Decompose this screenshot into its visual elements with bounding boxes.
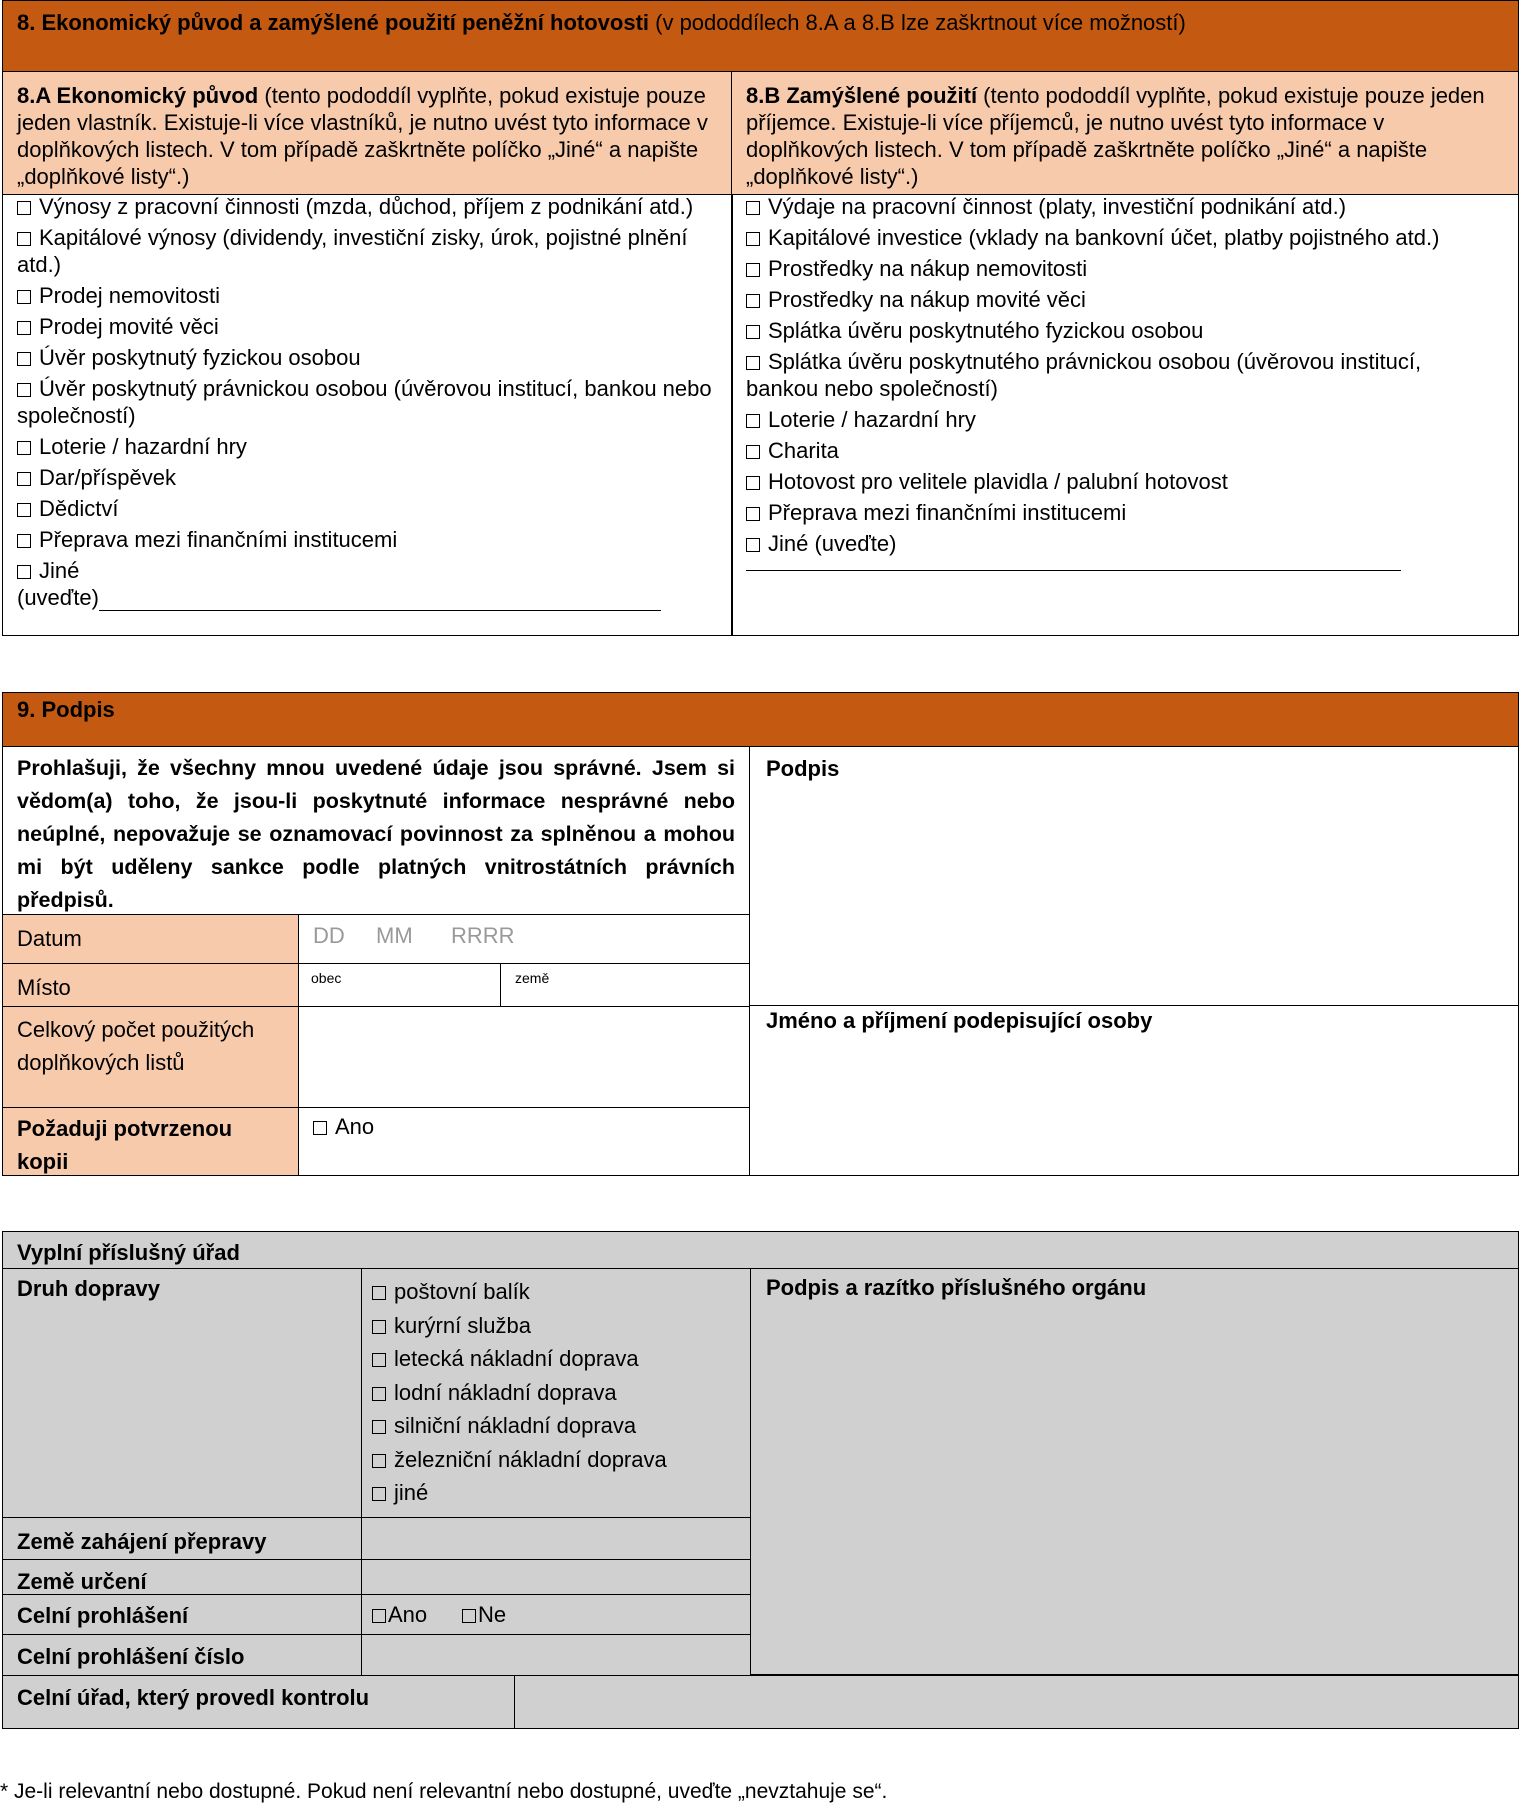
transport-label-cell (2, 1268, 362, 1518)
section8b-list (746, 193, 1476, 561)
customs-yes-option (372, 1601, 427, 1628)
date-dd-placeholder: DD (313, 923, 345, 948)
section8b-title-bold: 8.B Zamýšlené použití (746, 83, 978, 108)
list-item (372, 1476, 667, 1510)
customs-number-label-cell (2, 1634, 362, 1676)
section8a-title-note: (tento pododdíl vyplňte, pokud existuje pouze jeden vlastník. Existuje-li více vlastníků, je nutno uvést tyto informace v doplňkových listech. V tom případě zaškrtněte políčko „Jiné“ a napište „doplňkové listy“.) (17, 83, 708, 189)
list-item (746, 193, 1476, 220)
customs-decl-label: Celní prohlášení (17, 1603, 189, 1628)
place-country-field[interactable] (500, 963, 750, 1007)
list-item-label: poštovní balík (394, 1279, 530, 1304)
list-item (746, 530, 1476, 557)
checkbox-lottery[interactable] (17, 441, 31, 455)
sheets-label-cell (2, 1006, 299, 1108)
checkbox-sale-property[interactable] (17, 290, 31, 304)
checkbox-transfer-institutions-use[interactable] (746, 507, 760, 521)
list-item-label: Prostředky na nákup nemovitosti (768, 256, 1088, 281)
list-item (17, 495, 717, 522)
transport-label: Druh dopravy (17, 1276, 161, 1301)
date-label: Datum (17, 926, 82, 951)
section9-header (2, 692, 1519, 747)
checkbox-capital-income[interactable] (17, 232, 31, 246)
transport-options-cell (361, 1268, 751, 1518)
customs-office-label: Celní úřad, který provedl kontrolu (17, 1685, 370, 1710)
customs-office-field[interactable] (514, 1675, 1519, 1729)
checkbox-postal-parcel[interactable] (372, 1286, 386, 1300)
date-mm-placeholder: MM (376, 923, 413, 948)
list-item-label: Úvěr poskytnutý fyzickou osobou (39, 345, 361, 370)
start-country-label-cell (2, 1517, 362, 1560)
list-item-label: Prostředky na nákup movité věci (768, 287, 1086, 312)
list-item-label: Přeprava mezi finančními institucemi (39, 527, 398, 552)
list-item-label: lodní nákladní doprava (394, 1379, 617, 1405)
checkbox-charity[interactable] (746, 445, 760, 459)
list-item (746, 255, 1476, 282)
checkbox-lottery-use[interactable] (746, 414, 760, 428)
section8b-title-note: (tento pododdíl vyplňte, pokud existuje pouze jeden příjemce. Existuje-li více příjemců, je nutno uvést tyto informace v doplňkových listech. V tom případě zaškrtněte políčko „Jiné“ a napište „doplňkové listy“.) (746, 83, 1485, 189)
list-item-label: Dědictví (39, 496, 119, 521)
checkbox-copy-yes[interactable] (313, 1121, 327, 1135)
checkbox-sale-movable[interactable] (17, 321, 31, 335)
section8-title-bold: 8. Ekonomický původ a zamýšlené použití peněžní hotovosti (17, 10, 650, 35)
list-item (746, 348, 1476, 402)
list-item-label: Prodej movité věci (39, 314, 219, 339)
section8b-title (746, 82, 1506, 190)
checkbox-captain-cash[interactable] (746, 476, 760, 490)
authority-title-cell (2, 1231, 1519, 1269)
checkbox-repay-natural-person[interactable] (746, 325, 760, 339)
place-label-cell (2, 963, 299, 1007)
place-city-field[interactable] (298, 963, 501, 1007)
customs-yes-label: Ano (388, 1602, 428, 1627)
list-item (17, 433, 717, 460)
checkbox-courier[interactable] (372, 1320, 386, 1334)
signature-box[interactable] (749, 746, 1519, 1006)
start-country-field[interactable] (361, 1517, 751, 1560)
dest-country-label: Země určení (17, 1569, 147, 1594)
list-item (746, 286, 1476, 313)
list-item-label: Loterie / hazardní hry (768, 407, 976, 432)
checkbox-buy-movable[interactable] (746, 294, 760, 308)
section8-title-note: (v pododdílech 8.A a 8.B lze zaškrtnout více možností) (649, 10, 1186, 35)
signatory-name-label: Jméno a příjmení podepisující osoby (766, 1008, 1153, 1033)
date-label-cell (2, 914, 299, 964)
list-item (746, 224, 1476, 251)
checkbox-gift[interactable] (17, 472, 31, 486)
footnote: * Je-li relevantní nebo dostupné. Pokud není relevantní nebo dostupné, uveďte „nevztahuje se“. (0, 1780, 888, 1803)
stamp-label: Podpis a razítko příslušného orgánu (766, 1275, 1147, 1300)
dest-country-label-cell (2, 1559, 362, 1595)
list-item-label: Úvěr poskytnutý právnickou osobou (úvěrovou institucí, bankou nebo společností) (17, 376, 712, 428)
list-item (17, 193, 717, 220)
list-item-label: jiné (394, 1480, 429, 1505)
place-city-label: obec (311, 970, 342, 986)
section9-title: 9. Podpis (17, 697, 115, 722)
list-item-label: Prodej nemovitosti (39, 283, 220, 308)
start-country-label: Země zahájení přepravy (17, 1529, 267, 1554)
section8a-list (17, 193, 717, 611)
list-item (746, 406, 1476, 433)
list-item-label: Splátka úvěru poskytnutého fyzickou osobou (768, 318, 1204, 343)
authority-title: Vyplní příslušný úřad (17, 1240, 240, 1265)
transport-options-list (372, 1275, 667, 1510)
list-item (746, 499, 1476, 526)
other-specify-field[interactable] (99, 590, 661, 611)
signature-label: Podpis (766, 756, 840, 781)
checkbox-work-expenses[interactable] (746, 201, 760, 215)
declaration-text: Prohlašuji, že všechny mnou uvedené údaje jsou správné. Jsem si vědom(a) toho, že jsou-li poskytnuté informace nesprávné nebo neúplné, nepovažuje se oznamovací povinnost za splněnou a mohou mi být uděleny sankce podle platných vnitrostátních právních předpisů. (17, 756, 735, 912)
checkbox-loan-legal-person[interactable] (17, 383, 31, 397)
list-item-label: železniční nákladní doprava (394, 1446, 667, 1472)
section8a-title (17, 82, 722, 190)
section8b-header (731, 71, 1519, 195)
list-item (17, 464, 717, 491)
list-item-label: Výnosy z pracovní činnosti (mzda, důchod, příjem z podnikání atd.) (39, 194, 694, 219)
customs-number-label: Celní prohlášení číslo (17, 1644, 245, 1669)
copy-yes-label: Ano (335, 1114, 375, 1139)
checkbox-other-transport[interactable] (372, 1487, 386, 1501)
copy-label-cell (2, 1107, 299, 1176)
list-item (372, 1309, 667, 1343)
customs-number-field[interactable] (361, 1634, 751, 1676)
checkbox-other-use[interactable] (746, 538, 760, 552)
checkbox-customs-yes[interactable] (372, 1609, 386, 1623)
list-item (17, 313, 717, 340)
list-item-label: Hotovost pro velitele plavidla / palubní hotovost (768, 469, 1228, 494)
list-item (372, 1342, 667, 1376)
checkbox-other[interactable] (17, 565, 31, 579)
customs-decl-label-cell (2, 1594, 362, 1635)
list-item-label: Jiné (uveďte) (768, 531, 897, 556)
date-field[interactable] (298, 914, 750, 964)
copy-option-cell (298, 1107, 750, 1176)
checkbox-customs-no[interactable] (462, 1609, 476, 1623)
other-specify-label: (uveďte) (17, 585, 99, 610)
stamp-box[interactable] (750, 1268, 1519, 1675)
checkbox-buy-property[interactable] (746, 263, 760, 277)
list-item-label: kurýrní služba (394, 1312, 531, 1338)
list-item (372, 1443, 667, 1477)
checkbox-capital-investment[interactable] (746, 232, 760, 246)
list-item (746, 317, 1476, 344)
copy-yes-option (313, 1113, 374, 1140)
dest-country-field[interactable] (361, 1559, 751, 1595)
place-label: Místo (17, 975, 71, 1000)
list-item-label: letecká nákladní doprava (394, 1346, 639, 1371)
sheets-count-field[interactable] (298, 1006, 750, 1108)
other-specify-row (17, 584, 717, 611)
list-item-label: Přeprava mezi finančními institucemi (768, 500, 1127, 525)
list-item-label: Kapitálové investice (vklady na bankovní účet, platby pojistného atd.) (768, 225, 1440, 250)
checkbox-income-work[interactable] (17, 201, 31, 215)
list-item (372, 1275, 667, 1309)
list-item (17, 526, 717, 553)
checkbox-transfer-institutions[interactable] (17, 534, 31, 548)
section8a-header (2, 71, 733, 195)
list-item-label: Dar/příspěvek (39, 465, 176, 490)
customs-office-label-cell (2, 1675, 515, 1729)
list-item (17, 375, 717, 429)
list-item-label: Splátka úvěru poskytnutého právnickou osobou (úvěrovou institucí, bankou nebo společností) (746, 349, 1422, 401)
place-country-label: země (515, 970, 550, 986)
list-item (372, 1376, 667, 1410)
list-item (17, 282, 717, 309)
list-item-label: Kapitálové výnosy (dividendy, investiční zisky, úrok, pojistné plnění atd.) (17, 225, 688, 277)
customs-decl-options (361, 1594, 751, 1635)
checkbox-sea-cargo[interactable] (372, 1387, 386, 1401)
sheets-label: Celkový počet použitých doplňkových listů (17, 1017, 255, 1075)
customs-no-option (462, 1601, 506, 1628)
checkbox-repay-legal-person[interactable] (746, 356, 760, 370)
copy-label: Požaduji potvrzenou kopii (17, 1116, 233, 1174)
list-item-label: Loterie / hazardní hry (39, 434, 247, 459)
date-yyyy-placeholder: RRRR (451, 923, 515, 948)
list-item-label: silniční nákladní doprava (394, 1413, 637, 1438)
section8-header (2, 0, 1519, 72)
section8a-title-bold: 8.A Ekonomický původ (17, 83, 259, 108)
list-item (372, 1409, 667, 1443)
list-item (746, 468, 1476, 495)
customs-no-label: Ne (478, 1602, 507, 1627)
checkbox-air-cargo[interactable] (372, 1353, 386, 1367)
list-item (17, 344, 717, 371)
checkbox-road-cargo[interactable] (372, 1420, 386, 1434)
checkbox-rail-cargo[interactable] (372, 1454, 386, 1468)
list-item-label: Výdaje na pracovní činnost (platy, investiční podnikání atd.) (768, 194, 1347, 219)
list-item (17, 224, 717, 278)
section8-title (17, 9, 1507, 36)
other-use-specify-field[interactable] (746, 570, 1401, 571)
checkbox-inheritance[interactable] (17, 503, 31, 517)
list-item (17, 557, 717, 584)
list-item-label: Jiné (39, 558, 80, 583)
list-item-label: Charita (768, 438, 839, 463)
checkbox-loan-natural-person[interactable] (17, 352, 31, 366)
list-item (746, 437, 1476, 464)
